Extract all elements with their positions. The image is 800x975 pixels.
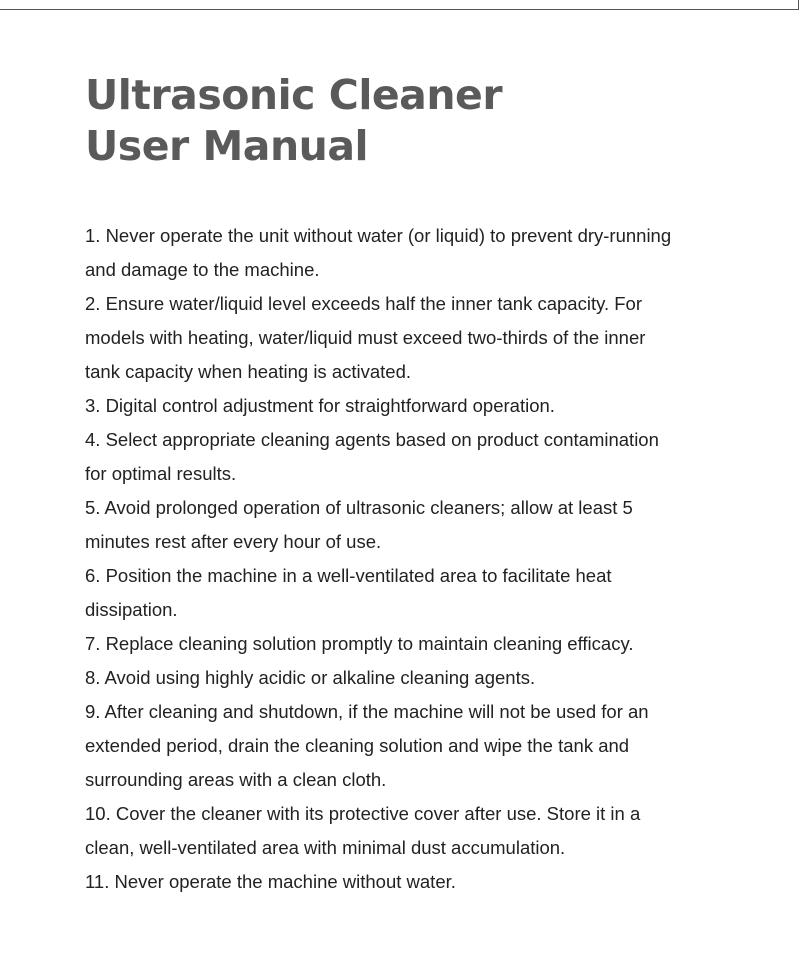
page-title: [85, 70, 502, 172]
instruction-item-11: 11. Never operate the machine without water.: [85, 871, 456, 892]
instruction-list: [85, 219, 785, 899]
instruction-item-3: 3. Digital control adjustment for straightforward operation.: [85, 395, 555, 416]
top-frame-border: [0, 0, 799, 10]
instruction-item-4: 4. Select appropriate cleaning agents based on product contamination for optimal results.: [85, 429, 659, 484]
instruction-item-6: 6. Position the machine in a well-ventilated area to facilitate heat dissipation.: [85, 565, 612, 620]
instruction-item-8: 8. Avoid using highly acidic or alkaline cleaning agents.: [85, 667, 536, 688]
title-line-1: Ultrasonic Cleaner: [85, 71, 503, 119]
instruction-item-5: 5. Avoid prolonged operation of ultrasonic cleaners; allow at least 5 minutes rest after every hour of use.: [85, 497, 633, 552]
instruction-item-2: 2. Ensure water/liquid level exceeds half the inner tank capacity. For models with heating, water/liquid must exceed two-thirds of the inner tank capacity when heating is activated.: [85, 293, 646, 382]
instruction-item-1: 1. Never operate the unit without water (or liquid) to prevent dry-running and damage to the machine.: [85, 225, 672, 280]
title-line-2: User Manual: [85, 122, 369, 170]
instruction-item-9: 9. After cleaning and shutdown, if the machine will not be used for an extended period, drain the cleaning solution and wipe the tank and surrounding areas with a clean cloth.: [85, 701, 649, 790]
instruction-item-7: 7. Replace cleaning solution promptly to maintain cleaning efficacy.: [85, 633, 634, 654]
instruction-item-10: 10. Cover the cleaner with its protective cover after use. Store it in a clean, well-ventilated area with minimal dust accumulation.: [85, 803, 641, 858]
